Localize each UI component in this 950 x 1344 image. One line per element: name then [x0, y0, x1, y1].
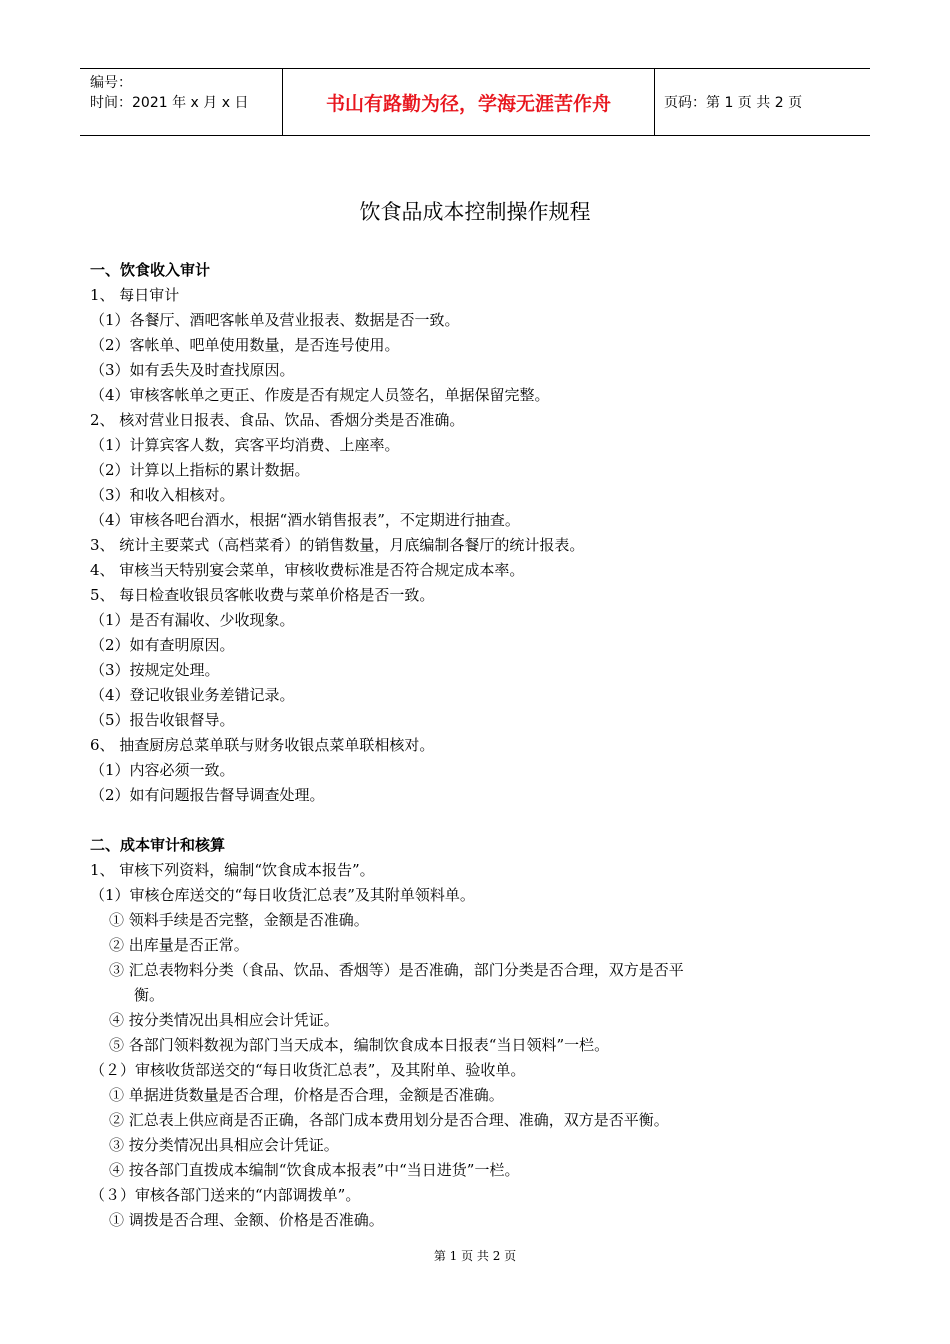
sub-item: （2）如有查明原因。	[90, 636, 235, 654]
circled-item: ① 单据进货数量是否合理，价格是否合理，金额是否准确。	[109, 1086, 504, 1104]
sub-item: （3）如有丢失及时查找原因。	[90, 361, 295, 379]
item-heading: 1、 每日审计	[90, 286, 180, 304]
sub-item: （1）各餐厅、酒吧客帐单及营业报表、数据是否一致。	[90, 311, 460, 329]
sub-item: （5）报告收银督导。	[90, 711, 235, 729]
sub-item: （2）客帐单、吧单使用数量，是否连号使用。	[90, 336, 400, 354]
sub-item: （３）审核各部门送来的“内部调拨单”。	[90, 1186, 361, 1204]
circled-item: ③ 汇总表物料分类（食品、饮品、香烟等）是否准确，部门分类是否合理，双方是否平	[109, 961, 684, 979]
circled-item: ① 领料手续是否完整，金额是否准确。	[109, 911, 369, 929]
item-heading: 4、 审核当天特别宴会菜单，审核收费标准是否符合规定成本率。	[90, 561, 525, 579]
sub-item: （1）内容必须一致。	[90, 761, 235, 779]
sub-item: （1）审核仓库送交的“每日收货汇总表”及其附单领料单。	[90, 886, 475, 904]
sub-item: （4）审核各吧台酒水，根据“酒水销售报表”，不定期进行抽查。	[90, 511, 520, 529]
sub-item: （２）审核收货部送交的“每日收货汇总表”，及其附单、验收单。	[90, 1061, 526, 1079]
sub-item: （3）按规定处理。	[90, 661, 220, 679]
item-heading: 5、 每日检查收银员客帐收费与菜单价格是否一致。	[90, 586, 435, 604]
sub-item: （1）是否有漏收、少收现象。	[90, 611, 295, 629]
page-footer: 第 1 页 共 2 页	[433, 1249, 517, 1263]
item-heading: 6、 抽查厨房总菜单联与财务收银点菜单联相核对。	[90, 736, 435, 754]
header-page-info: 页码：第 1 页 共 2 页	[664, 95, 803, 111]
sub-item: （2）如有问题报告督导调查处理。	[90, 786, 325, 804]
document-body	[90, 258, 870, 1233]
spacer	[90, 808, 870, 833]
sub-item: （1）计算宾客人数，宾客平均消费、上座率。	[90, 436, 400, 454]
sub-item: （4）登记收银业务差错记录。	[90, 686, 295, 704]
circled-item: ② 汇总表上供应商是否正确，各部门成本费用划分是否合理、准确，双方是否平衡。	[109, 1111, 669, 1129]
circled-item: ④ 按各部门直拨成本编制“饮食成本报表”中“当日进货”一栏。	[109, 1161, 520, 1179]
item-heading: 3、 统计主要菜式（高档菜肴）的销售数量，月底编制各餐厅的统计报表。	[90, 536, 585, 554]
circled-item: ④ 按分类情况出具相应会计凭证。	[109, 1011, 339, 1029]
header-motto: 书山有路勤为径，学海无涯苦作舟	[282, 69, 655, 135]
circled-item: ⑤ 各部门领料数视为部门当天成本，编制饮食成本日报表“当日领料”一栏。	[109, 1036, 610, 1054]
time-label: 时间：2021 年 x 月 x 日	[90, 95, 249, 111]
item-heading: 2、 核对营业日报表、食品、饮品、香烟分类是否准确。	[90, 411, 465, 429]
sub-item: （4）审核客帐单之更正、作废是否有规定人员签名，单据保留完整。	[90, 386, 550, 404]
circled-item: ② 出库量是否正常。	[109, 936, 249, 954]
document-header	[80, 68, 870, 136]
document-title: 饮食品成本控制操作规程	[359, 200, 591, 224]
header-meta	[80, 69, 282, 135]
circled-item: ③ 按分类情况出具相应会计凭证。	[109, 1136, 339, 1154]
section-heading: 二、成本审计和核算	[90, 836, 226, 854]
circled-item-continuation: 衡。	[134, 986, 165, 1004]
sub-item: （2）计算以上指标的累计数据。	[90, 461, 310, 479]
item-heading: 1、 审核下列资料，编制“饮食成本报告”。	[90, 861, 375, 879]
section-heading: 一、饮食收入审计	[90, 261, 211, 279]
circled-item: ① 调拨是否合理、金额、价格是否准确。	[109, 1211, 384, 1229]
number-label: 编号：	[90, 75, 132, 91]
sub-item: （3）和收入相核对。	[90, 486, 235, 504]
